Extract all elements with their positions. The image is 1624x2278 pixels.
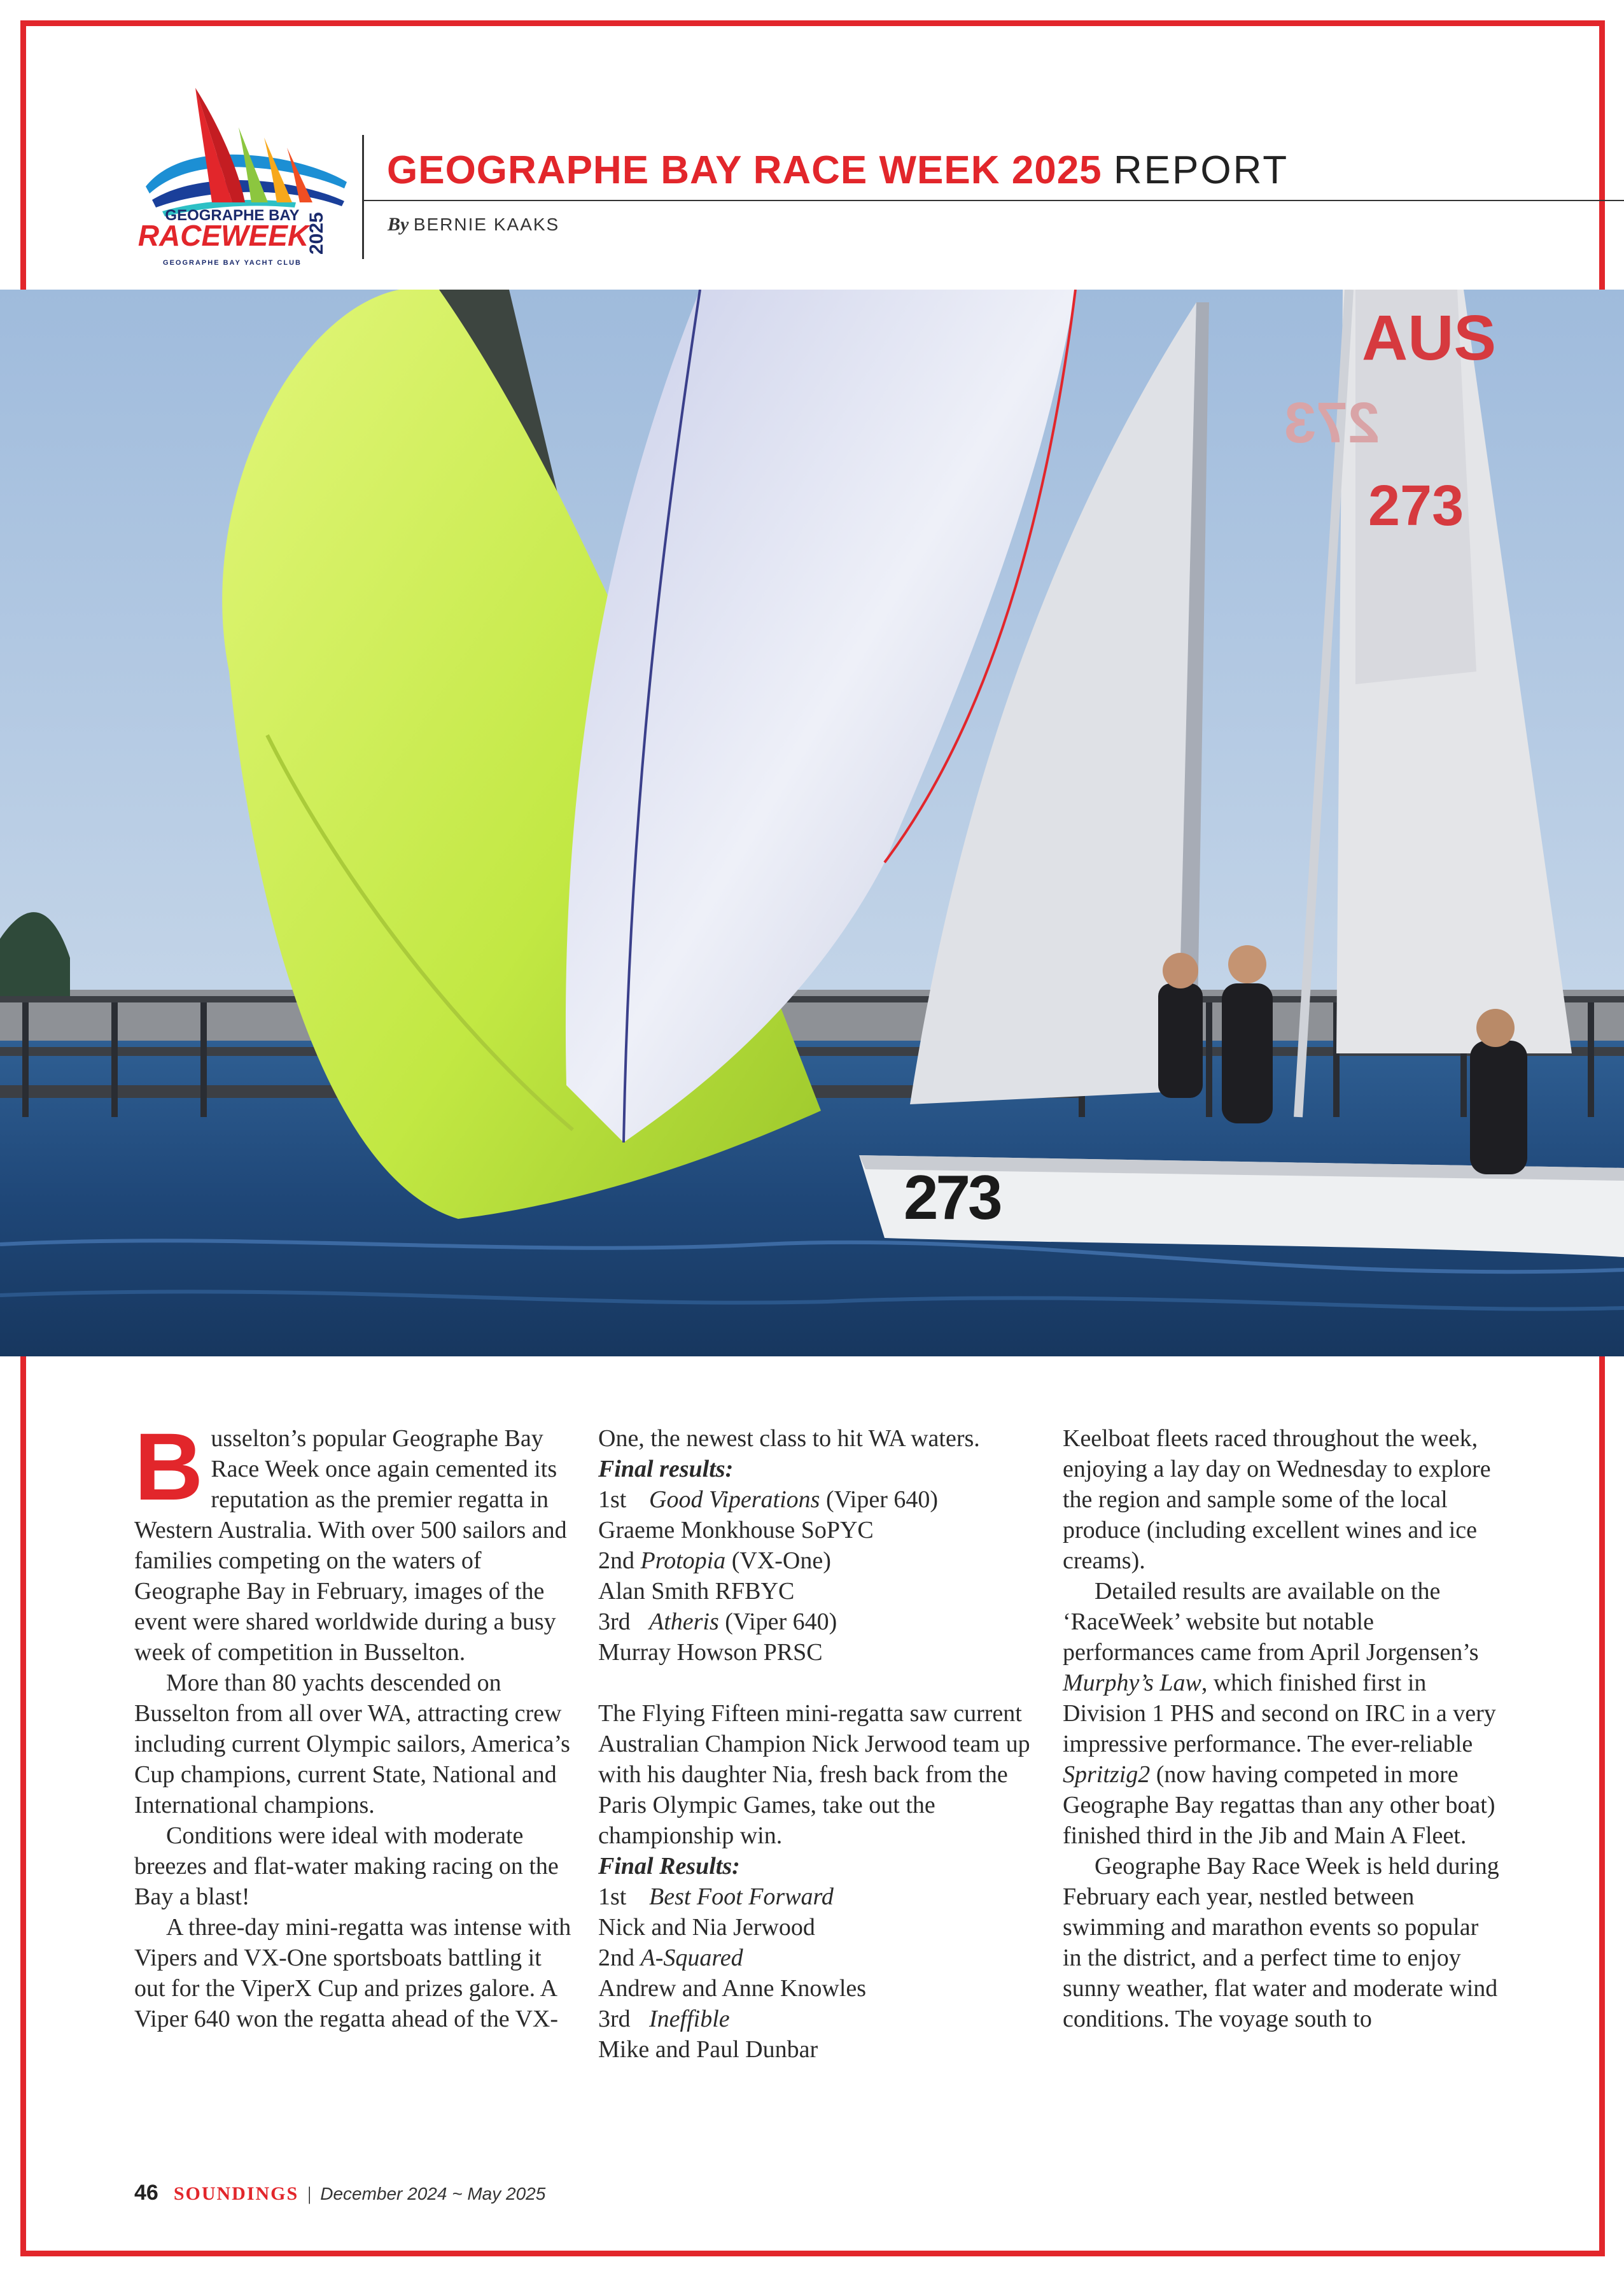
header-horizontal-rule bbox=[364, 200, 1624, 201]
article-column-2 bbox=[598, 1423, 1037, 2065]
sail-text-aus: AUS bbox=[1362, 302, 1497, 374]
logo-line2: RACEWEEK bbox=[137, 219, 309, 252]
sail-text-273: 273 bbox=[1368, 474, 1464, 538]
result-line: 1st Best Foot Forward bbox=[598, 1883, 834, 1910]
paragraph: Geographe Bay Race Week is held during February each year, nestled between swimming and marathon events so popular in the district, and a perfect time to enjoy sunny weather, flat water and moderate wind conditions. The voyage south to bbox=[1063, 1853, 1499, 2032]
logo-club: GEOGRAPHE BAY YACHT CLUB bbox=[163, 259, 302, 267]
paragraph: Keelboat fleets raced throughout the week, enjoying a lay day on Wednesday to explore the region and sample some of the local produce (including excellent wines and ice creams). bbox=[1063, 1425, 1491, 1574]
result-crew: Nick and Nia Jerwood bbox=[598, 1914, 815, 1941]
title-main: GEOGRAPHE BAY RACE WEEK 2025 bbox=[387, 148, 1102, 192]
results-heading: Final results: bbox=[598, 1456, 734, 1482]
issue-date: December 2024 ~ May 2025 bbox=[320, 2184, 546, 2204]
result-crew: Alan Smith RFBYC bbox=[598, 1578, 795, 1605]
result-crew: Andrew and Anne Knowles bbox=[598, 1975, 867, 2002]
page-title bbox=[387, 148, 1289, 193]
intro-paragraph: usselton’s popular Geographe Bay Race Week once again cemented its reputation as the premier regatta in Western Australia. With over 500 sailors and families competing on the waters of Geographe Bay in February, images of the event were shared worldwide during a busy week of competition in Busselton. bbox=[134, 1425, 567, 1666]
result-line: 2nd Protopia (VX-One) bbox=[598, 1547, 831, 1574]
paragraph: Conditions were ideal with moderate breezes and flat-water making racing on the Bay a blast! bbox=[134, 1822, 559, 1910]
result-line: 3rd Ineffible bbox=[598, 2006, 730, 2032]
paragraph: Detailed results are available on the ‘RaceWeek’ website but notable performances came from April Jorgensen’s Murphy’s Law, which finished first in Division 1 PHS and second on IRC in a very impressive performance. The ever-reliable Spritzig2 (now having competed in more Geographe Bay regattas than any other boat) finished third in the Jib and Main A Fleet. bbox=[1063, 1578, 1496, 1849]
logo-year: 2025 bbox=[306, 212, 327, 255]
byline-author: BERNIE KAAKS bbox=[413, 214, 560, 234]
article-column-3 bbox=[1063, 1423, 1502, 2034]
page-number: 46 bbox=[134, 2181, 158, 2205]
sail-text-273-mirrored: 273 bbox=[1284, 391, 1380, 455]
logo-line1: GEOGRAPHE BAY bbox=[165, 207, 300, 224]
byline-by: By bbox=[388, 214, 409, 235]
regatta-photo bbox=[0, 290, 1624, 1356]
raceweek-logo bbox=[137, 75, 353, 269]
paragraph: A three-day mini-regatta was intense with Vipers and VX-One sportsboats battling it out for the ViperX Cup and prizes galore. A Viper 640 won the regatta ahead of the VX- bbox=[134, 1914, 571, 2032]
header-vertical-rule bbox=[362, 135, 364, 259]
result-crew: Mike and Paul Dunbar bbox=[598, 2036, 818, 2063]
result-crew: Murray Howson PRSC bbox=[598, 1639, 823, 1666]
drop-cap: B bbox=[134, 1413, 204, 1520]
article-column-1 bbox=[134, 1413, 573, 2034]
magazine-name: SOUNDINGS bbox=[173, 2183, 299, 2204]
byline bbox=[388, 214, 559, 236]
result-line: 2nd A-Squared bbox=[598, 1944, 743, 1971]
hull-number: 273 bbox=[904, 1162, 1000, 1232]
paragraph: The Flying Fifteen mini-regatta saw current Australian Champion Nick Jerwood team up with his daughter Nia, fresh back from the Paris Olympic Games, take out the championship win. bbox=[598, 1700, 1030, 1849]
paragraph: More than 80 yachts descended on Busselton from all over WA, attracting crew including current Olympic sailors, America’s Cup champions, current State, National and International champions. bbox=[134, 1670, 570, 1818]
paragraph: One, the newest class to hit WA waters. bbox=[598, 1425, 980, 1452]
title-suffix: REPORT bbox=[1113, 148, 1289, 192]
results-heading: Final Results: bbox=[598, 1853, 740, 1880]
result-line: 3rd Atheris (Viper 640) bbox=[598, 1608, 837, 1635]
result-crew: Graeme Monkhouse SoPYC bbox=[598, 1517, 874, 1543]
page-footer: 46 SOUNDINGS | December 2024 ~ May 2025 bbox=[134, 2181, 546, 2205]
result-line: 1st Good Viperations (Viper 640) bbox=[598, 1486, 938, 1513]
